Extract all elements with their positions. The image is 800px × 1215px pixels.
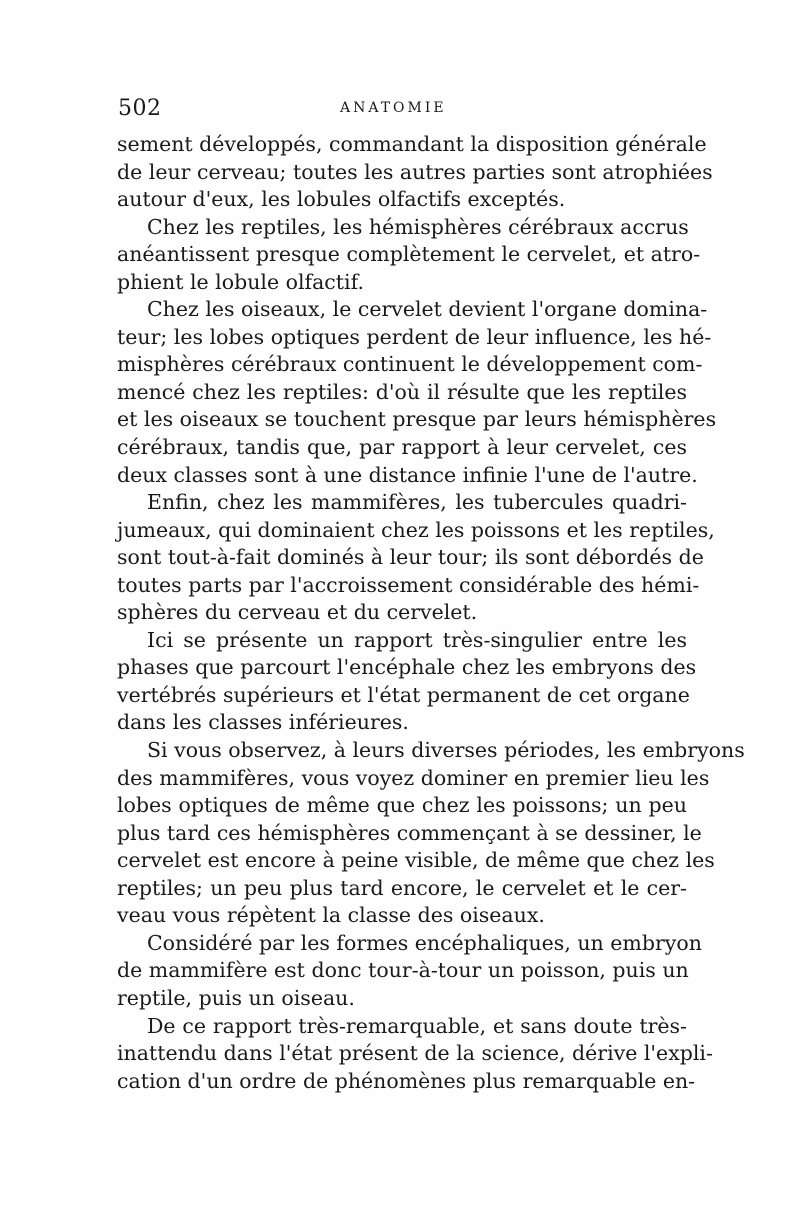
text-line: plus tard ces hémisphères commençant à se dessiner, le [117,820,702,845]
text-line: deux classes sont à une distance infinie l'une de l'autre. [117,462,698,487]
text-line: De ce rapport très-remarquable, et sans doute très- [147,1013,687,1038]
text-line: Enfin, chez les mammifères, les tubercules quadri- [147,490,687,515]
text-line: mencé chez les reptiles: d'où il résulte que les reptiles [117,379,687,404]
text-line: autour d'eux, les lobules olfactifs exceptés. [117,187,566,212]
text-line: et les oiseaux se touchent presque par leurs hémisphères [117,407,717,432]
text-line: dans les classes inférieures. [117,710,409,735]
text-line: misphères cérébraux continuent le développement com- [117,352,703,377]
text-line: Considéré par les formes encéphaliques, un embryon [147,930,702,955]
text-line: sont tout-à-fait dominés à leur tour; ils sont débordés de [117,545,704,570]
page-number: 502 [118,96,162,121]
text-line: des mammifères, vous voyez dominer en premier lieu les [117,765,710,790]
text-line: vertébrés supérieurs et l'état permanent de cet organe [117,682,690,707]
text-line: reptiles; un peu plus tard encore, le cervelet et le cer- [117,875,687,900]
text-line: cérébraux, tandis que, par rapport à leur cervelet, ces [117,435,687,460]
paragraph [117,296,717,489]
text-line: Chez les reptiles, les hémisphères cérébraux accrus [147,214,689,239]
text-line: phient le lobule olfactif. [117,269,364,294]
text-line: Si vous observez, à leurs diverses périodes, les embryons [147,738,745,763]
paragraph [117,1013,713,1096]
paragraph [117,489,715,627]
body-text [117,131,745,1095]
text-line: veau vous répètent la classe des oiseaux. [117,903,545,928]
paragraph [117,131,713,214]
paragraph [117,737,745,930]
text-line: de leur cerveau; toutes les autres parties sont atrophiées [117,159,713,184]
text-line: reptile, puis un oiseau. [117,985,355,1010]
text-line: cervelet est encore à peine visible, de même que chez les [117,848,715,873]
page-header [118,96,678,130]
paragraph [117,214,701,297]
text-line: teur; les lobes optiques perdent de leur influence, les hé- [117,324,712,349]
running-title: ANATOMIE [340,100,447,116]
text-line: toutes parts par l'accroissement considérable des hémi- [117,572,700,597]
paragraph [117,627,697,737]
text-line: jumeaux, qui dominaient chez les poissons et les reptiles, [117,517,715,542]
text-line: lobes optiques de même que chez les poissons; un peu [117,793,687,818]
text-line: sement développés, commandant la disposition générale [117,132,707,156]
text-line: cation d'un ordre de phénomènes plus remarquable en- [117,1068,696,1093]
paragraph [117,930,702,1013]
text-line: anéantissent presque complètement le cervelet, et atro- [117,242,701,267]
text-line: phases que parcourt l'encéphale chez les embryons des [117,655,697,680]
text-line: Ici se présente un rapport très-singulier entre les [147,627,687,652]
text-line: Chez les oiseaux, le cervelet devient l'organe domina- [147,297,708,322]
text-line: de mammifère est donc tour-à-tour un poisson, puis un [117,958,689,983]
text-line: inattendu dans l'état présent de la science, dérive l'expli- [117,1041,713,1066]
text-line: sphères du cerveau et du cervelet. [117,600,478,625]
